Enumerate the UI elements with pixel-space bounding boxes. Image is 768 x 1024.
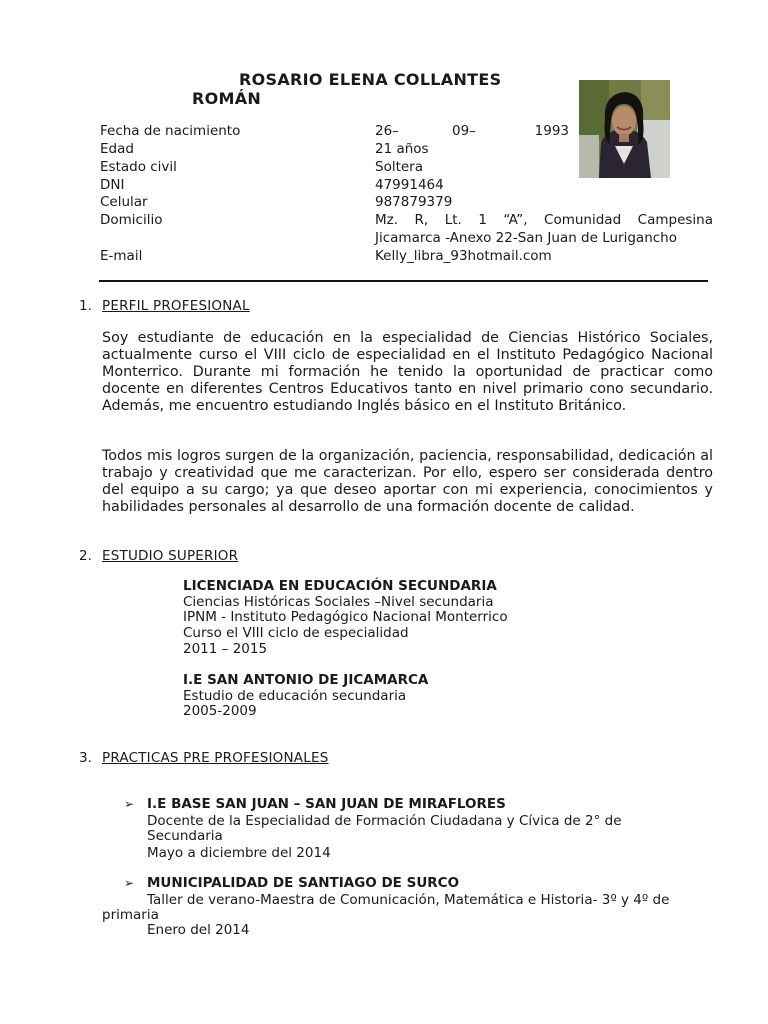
profile-paragraph-2: Todos mis logros surgen de la organización, paciencia, responsabilidad, dedicación al trabajo y creatividad que me caracterizan. Por ello, espero ser considerada dentro del equipo a su cargo; ya que deseo aportar con mi experiencia, conocimientos y habilidades personales al desarrollo de una formación docente de calidad.: [102, 448, 713, 515]
school-line-1: Estudio de educación secundaria: [183, 688, 407, 704]
practice-1-line-3: Mayo a diciembre del 2014: [147, 845, 331, 861]
name-line-2: ROMÁN: [192, 89, 262, 108]
practice-1-line-1: Docente de la Especialidad de Formación Ciudadana y Cívica de 2° de: [147, 813, 622, 829]
section-2-title: ESTUDIO SUPERIOR: [102, 548, 239, 564]
section-3-number: 3.: [79, 750, 92, 766]
section-1-title: PERFIL PROFESIONAL: [102, 298, 250, 314]
age-value: 21 años: [375, 141, 429, 157]
practice-2-line-3: Enero del 2014: [147, 922, 250, 938]
section-1-number: 1.: [79, 298, 92, 314]
practice-2-line-1: Taller de verano-Maestra de Comunicación, Matemática e Historia- 3º y 4º de: [147, 892, 670, 908]
address-line-2: Jicamarca -Anexo 22-San Juan de Lurigancho: [375, 230, 677, 246]
birth-day: 26–: [375, 123, 399, 139]
phone-label: Celular: [100, 194, 148, 210]
section-2-number: 2.: [79, 548, 92, 564]
phone-value: 987879379: [375, 194, 453, 210]
practice-1-title: I.E BASE SAN JUAN – SAN JUAN DE MIRAFLORES: [147, 796, 506, 812]
birth-year: 1993: [534, 123, 569, 139]
header-divider: [99, 280, 708, 282]
birth-month: 09–: [452, 123, 476, 139]
address-line-1: Mz. R, Lt. 1 “A”, Comunidad Campesina: [375, 212, 713, 228]
practice-1-line-2: Secundaria: [147, 828, 223, 844]
practice-2-line-2: primaria: [102, 907, 159, 923]
dni-value: 47991464: [375, 177, 444, 193]
email-value: Kelly_libra_93hotmail.com: [375, 248, 552, 264]
name-line-1: ROSARIO ELENA COLLANTES: [239, 70, 502, 89]
bullet-arrow-icon: ➢: [124, 876, 135, 890]
school-title: I.E SAN ANTONIO DE JICAMARCA: [183, 672, 429, 688]
civil-status-value: Soltera: [375, 159, 424, 175]
profile-photo: [579, 80, 670, 178]
degree-line-3: Curso el VIII ciclo de especialidad: [183, 625, 409, 641]
degree-line-4: 2011 – 2015: [183, 641, 268, 657]
bullet-arrow-icon: ➢: [124, 797, 135, 811]
civil-status-label: Estado civil: [100, 159, 177, 175]
profile-paragraph-1: Soy estudiante de educación en la especialidad de Ciencias Histórico Sociales, actualmente curso el VIII ciclo de especialidad en el Instituto Pedagógico Nacional Monterrico. Durante mi formación he tenido la oportunidad de practicar como docente en diferentes Centros Educativos tanto en nivel primario cono secundario. Además, me encuentro estudiando Inglés básico en el Instituto Británico.: [102, 330, 713, 414]
birth-label: Fecha de nacimiento: [100, 123, 241, 139]
school-line-2: 2005-2009: [183, 703, 257, 719]
practice-2-title: MUNICIPALIDAD DE SANTIAGO DE SURCO: [147, 875, 460, 891]
email-label: E-mail: [100, 248, 143, 264]
degree-title: LICENCIADA EN EDUCACIÓN SECUNDARIA: [183, 578, 497, 594]
degree-line-2: IPNM - Instituto Pedagógico Nacional Monterrico: [183, 609, 508, 625]
address-label: Domicilio: [100, 212, 163, 228]
dni-label: DNI: [100, 177, 125, 193]
age-label: Edad: [100, 141, 134, 157]
degree-line-1: Ciencias Históricas Sociales –Nivel secundaria: [183, 594, 494, 610]
section-3-title: PRACTICAS PRE PROFESIONALES: [102, 750, 329, 766]
